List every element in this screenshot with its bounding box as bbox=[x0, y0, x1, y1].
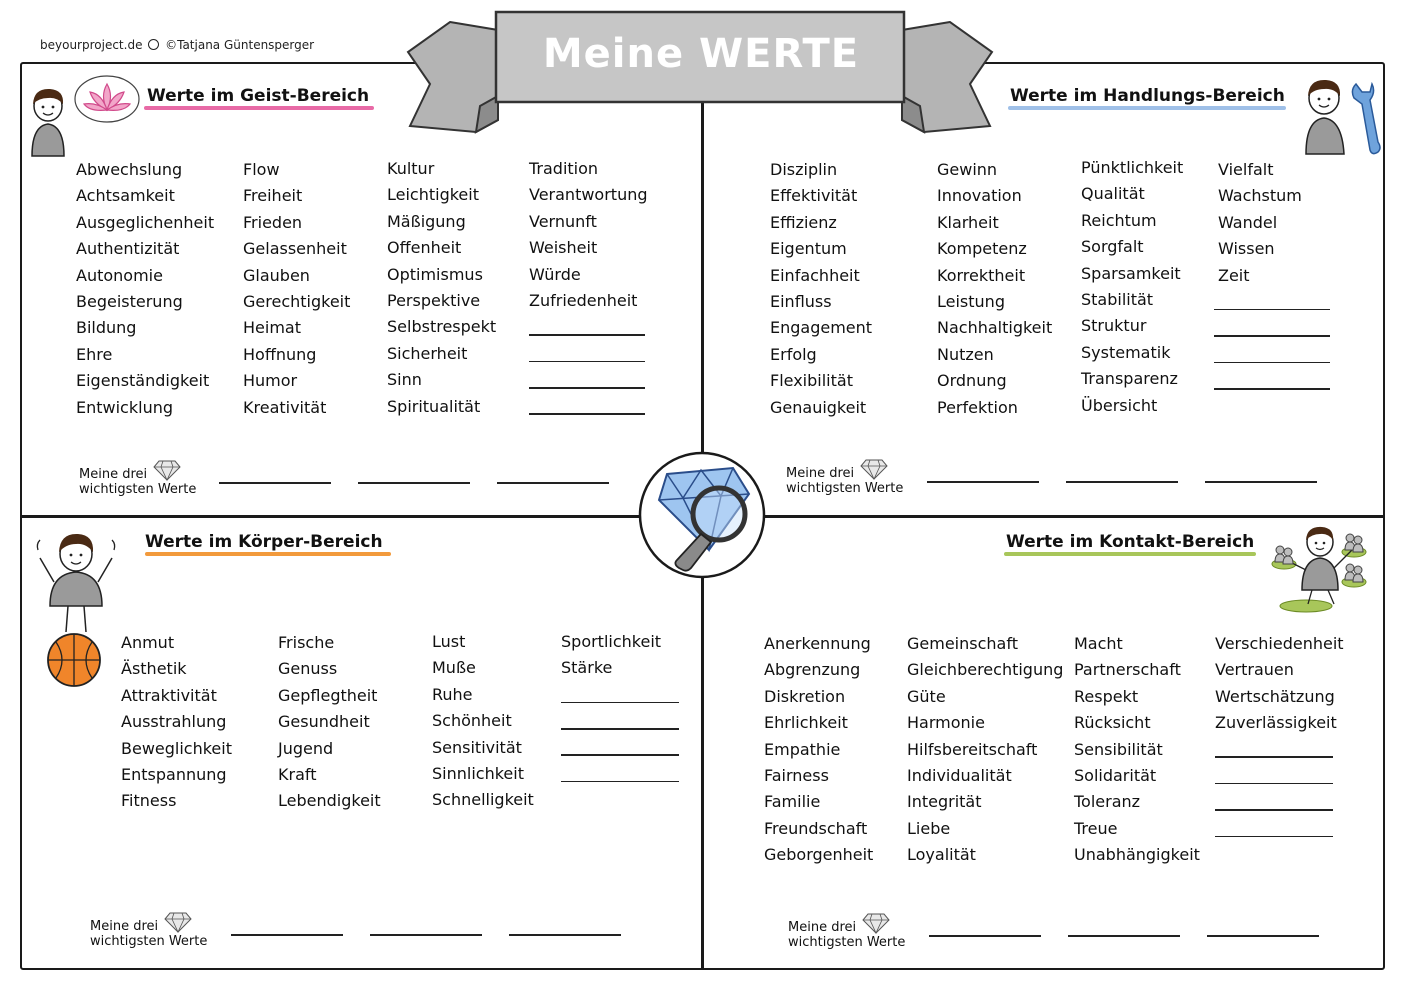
diamond-icon bbox=[164, 911, 192, 933]
value-word: Gesundheit bbox=[278, 712, 370, 732]
value-word: Achtsamkeit bbox=[76, 186, 175, 206]
upload-icon bbox=[148, 39, 159, 50]
value-word: Stabilität bbox=[1081, 289, 1154, 309]
value-word: Verantwortung bbox=[529, 185, 648, 205]
write-in-line[interactable] bbox=[1214, 315, 1330, 341]
value-word: Ordnung bbox=[937, 371, 1007, 391]
value-word: Fairness bbox=[764, 765, 829, 785]
value-word: Kraft bbox=[278, 764, 317, 784]
koerper-column-1 bbox=[121, 630, 232, 815]
value-word: Kompetenz bbox=[937, 239, 1027, 259]
value-word: Humor bbox=[243, 371, 298, 391]
value-word: Liebe bbox=[907, 818, 951, 838]
value-word: Sparsamkeit bbox=[1081, 263, 1181, 283]
lotus-icon bbox=[72, 72, 142, 126]
basketball-icon bbox=[46, 632, 102, 688]
top3-label-line1: Meine drei bbox=[788, 920, 857, 935]
value-word: Integrität bbox=[907, 792, 982, 812]
top3-answer-line-1[interactable] bbox=[231, 934, 343, 936]
value-word: Gelassenheit bbox=[243, 239, 347, 259]
value-word: Zuverlässigkeit bbox=[1215, 713, 1337, 733]
value-word: Zufriedenheit bbox=[529, 290, 638, 310]
diamond-icon bbox=[860, 458, 888, 480]
value-word: Eigenständigkeit bbox=[76, 371, 210, 391]
write-in-line[interactable] bbox=[529, 367, 645, 393]
value-word: Erfolg bbox=[770, 344, 817, 364]
koerper-title-underline bbox=[145, 552, 391, 556]
kontakt-column-3 bbox=[1074, 631, 1200, 869]
value-word: Ruhe bbox=[432, 684, 473, 704]
kontakt-title: Werte im Kontakt-Bereich bbox=[1006, 532, 1255, 552]
value-word: Anmut bbox=[121, 633, 175, 652]
value-word: Jugend bbox=[278, 738, 334, 758]
top3-label-line1: Meine drei bbox=[786, 466, 855, 481]
handlung-column-1 bbox=[770, 157, 872, 421]
person-icon bbox=[28, 522, 124, 638]
person-icon bbox=[24, 84, 72, 158]
value-word: Toleranz bbox=[1074, 792, 1141, 812]
top3-answer-line-2[interactable] bbox=[1066, 481, 1178, 483]
value-word: Zeit bbox=[1218, 265, 1250, 285]
value-word: Ausstrahlung bbox=[121, 712, 227, 732]
value-word: Attraktivität bbox=[121, 685, 217, 705]
value-word: Stärke bbox=[561, 658, 613, 678]
value-word: Übersicht bbox=[1081, 395, 1158, 415]
value-word: Leichtigkeit bbox=[387, 185, 479, 205]
handlung-title: Werte im Handlungs-Bereich bbox=[1010, 86, 1285, 106]
value-word: Geborgenheit bbox=[764, 845, 874, 865]
value-word: Ästhetik bbox=[121, 659, 187, 679]
value-word: Hoffnung bbox=[243, 344, 317, 364]
handlung-column-3 bbox=[1081, 155, 1183, 419]
geist-title-underline bbox=[144, 106, 374, 110]
write-in-line[interactable] bbox=[561, 682, 679, 708]
value-word: Effizienz bbox=[770, 212, 837, 232]
value-word: Solidarität bbox=[1074, 765, 1157, 785]
value-word: Disziplin bbox=[770, 160, 838, 179]
value-word: Selbstrespekt bbox=[387, 317, 497, 337]
value-word: Bildung bbox=[76, 318, 137, 338]
value-word: Lust bbox=[432, 632, 466, 651]
value-word: Vernunft bbox=[529, 211, 597, 231]
value-word: Nachhaltigkeit bbox=[937, 318, 1053, 338]
value-word: Struktur bbox=[1081, 316, 1147, 336]
value-word: Rücksicht bbox=[1074, 713, 1151, 733]
top3-answer-line-1[interactable] bbox=[927, 481, 1039, 483]
top3-answer-line-2[interactable] bbox=[370, 934, 482, 936]
value-word: Treue bbox=[1074, 818, 1118, 838]
value-word: Reichtum bbox=[1081, 210, 1157, 230]
top3-answer-line-2[interactable] bbox=[358, 482, 470, 484]
value-word: Autonomie bbox=[76, 265, 163, 285]
value-word: Abgrenzung bbox=[764, 660, 861, 680]
geist-column-1 bbox=[76, 157, 214, 421]
handlung-title-underline bbox=[1008, 106, 1286, 110]
top3-label-line2: wichtigsten Werte bbox=[788, 935, 906, 950]
write-in-line[interactable] bbox=[529, 394, 645, 420]
write-in-line[interactable] bbox=[561, 735, 679, 761]
value-word: Verschiedenheit bbox=[1215, 634, 1344, 653]
value-word: Vielfalt bbox=[1218, 160, 1274, 179]
value-word: Offenheit bbox=[387, 238, 462, 258]
top3-answer-line-3[interactable] bbox=[1205, 481, 1317, 483]
value-word: Gerechtigkeit bbox=[243, 291, 351, 311]
credit-line bbox=[40, 38, 314, 52]
value-word: Kultur bbox=[387, 159, 435, 178]
top3-answer-line-2[interactable] bbox=[1068, 935, 1180, 937]
geist-column-4 bbox=[529, 156, 648, 420]
write-in-line[interactable] bbox=[561, 761, 679, 787]
value-word: Tradition bbox=[529, 159, 599, 178]
top3-answer-line-1[interactable] bbox=[929, 935, 1041, 937]
wrench-icon bbox=[1348, 80, 1384, 156]
page-title: Meine WERTE bbox=[542, 31, 860, 77]
value-word: Flexibilität bbox=[770, 371, 853, 391]
write-in-line[interactable] bbox=[1215, 789, 1333, 815]
write-in-line[interactable] bbox=[529, 341, 645, 367]
value-word: Begeisterung bbox=[76, 291, 183, 311]
value-word: Leistung bbox=[937, 291, 1005, 311]
value-word: Würde bbox=[529, 264, 581, 284]
value-word: Weisheit bbox=[529, 238, 598, 258]
koerper-title: Werte im Körper-Bereich bbox=[145, 532, 383, 552]
value-word: Klarheit bbox=[937, 212, 999, 232]
value-word: Ausgeglichenheit bbox=[76, 212, 215, 232]
value-word: Unabhängigkeit bbox=[1074, 845, 1200, 865]
value-word: Eigentum bbox=[770, 239, 847, 259]
geist-title: Werte im Geist-Bereich bbox=[147, 86, 370, 106]
geist-column-2 bbox=[243, 157, 350, 421]
value-word: Gleichberechtigung bbox=[907, 660, 1064, 680]
value-word: Schnelligkeit bbox=[432, 790, 534, 810]
value-word: Gepflegtheit bbox=[278, 685, 378, 705]
value-word: Mäßigung bbox=[387, 211, 466, 231]
value-word: Nutzen bbox=[937, 344, 994, 364]
handlung-column-2 bbox=[937, 157, 1052, 421]
diamond-icon bbox=[153, 459, 181, 481]
top3-label-line1: Meine drei bbox=[90, 919, 159, 934]
value-word: Abwechslung bbox=[76, 160, 183, 179]
value-word: Flow bbox=[243, 160, 280, 179]
value-word: Systematik bbox=[1081, 342, 1171, 362]
value-word: Entwicklung bbox=[76, 397, 173, 417]
value-word: Ehrlichkeit bbox=[764, 713, 848, 733]
value-word: Partnerschaft bbox=[1074, 660, 1181, 680]
top3-label-line2: wichtigsten Werte bbox=[79, 482, 197, 497]
top3-label-line2: wichtigsten Werte bbox=[90, 934, 208, 949]
value-word: Respekt bbox=[1074, 686, 1139, 706]
value-word: Beweglichkeit bbox=[121, 738, 232, 758]
top3-label-line2: wichtigsten Werte bbox=[786, 481, 904, 496]
top3-label-line1: Meine drei bbox=[79, 467, 148, 482]
value-word: Lebendigkeit bbox=[278, 791, 381, 811]
value-word: Muße bbox=[432, 658, 476, 678]
value-word: Ehre bbox=[76, 344, 113, 364]
value-word: Einfachheit bbox=[770, 265, 860, 285]
value-word: Sensitivität bbox=[432, 737, 522, 757]
value-word: Fitness bbox=[121, 791, 177, 811]
value-word: Wissen bbox=[1218, 239, 1275, 259]
kontakt-title-underline bbox=[1004, 552, 1256, 556]
diamond-icon bbox=[862, 912, 890, 934]
koerper-column-3 bbox=[432, 629, 534, 814]
value-word: Diskretion bbox=[764, 686, 846, 706]
value-word: Sicherheit bbox=[387, 343, 468, 363]
value-word: Hilfsbereitschaft bbox=[907, 739, 1038, 759]
write-in-line[interactable] bbox=[561, 708, 679, 734]
value-word: Sinn bbox=[387, 370, 422, 390]
value-word: Spiritualität bbox=[387, 396, 481, 416]
value-word: Einfluss bbox=[770, 291, 832, 311]
value-word: Freundschaft bbox=[764, 818, 868, 838]
value-word: Sportlichkeit bbox=[561, 632, 662, 651]
value-word: Anerkennung bbox=[764, 634, 871, 653]
value-word: Effektivität bbox=[770, 186, 858, 206]
koerper-column-2 bbox=[278, 630, 381, 815]
kontakt-column-1 bbox=[764, 631, 873, 869]
value-word: Vertrauen bbox=[1215, 660, 1294, 680]
person-icon bbox=[1300, 74, 1350, 156]
kontakt-column-4 bbox=[1215, 631, 1344, 842]
credit-site: beyourproject.de bbox=[40, 38, 143, 52]
value-word: Sorgfalt bbox=[1081, 237, 1144, 257]
value-word: Empathie bbox=[764, 739, 841, 759]
write-in-line[interactable] bbox=[529, 314, 645, 340]
value-word: Wachstum bbox=[1218, 186, 1302, 206]
value-word: Wertschätzung bbox=[1215, 686, 1335, 706]
value-word: Kreativität bbox=[243, 397, 327, 417]
geist-column-3 bbox=[387, 156, 496, 420]
value-word: Perspektive bbox=[387, 290, 481, 310]
top3-answer-line-3[interactable] bbox=[497, 482, 609, 484]
write-in-line[interactable] bbox=[1215, 763, 1333, 789]
diamond-magnifier-icon bbox=[637, 450, 767, 580]
value-word: Familie bbox=[764, 792, 821, 812]
value-word: Optimismus bbox=[387, 264, 483, 284]
value-word: Innovation bbox=[937, 186, 1022, 206]
value-word: Frische bbox=[278, 633, 335, 652]
top3-answer-line-1[interactable] bbox=[219, 482, 331, 484]
value-word: Transparenz bbox=[1081, 369, 1178, 389]
top3-answer-line-3[interactable] bbox=[509, 934, 621, 936]
value-word: Korrektheit bbox=[937, 265, 1026, 285]
value-word: Freiheit bbox=[243, 186, 303, 206]
write-in-line[interactable] bbox=[1214, 289, 1330, 315]
value-word: Qualität bbox=[1081, 184, 1145, 204]
value-word: Loyalität bbox=[907, 845, 976, 865]
value-word: Gemeinschaft bbox=[907, 634, 1018, 653]
top3-answer-line-3[interactable] bbox=[1207, 935, 1319, 937]
value-word: Pünktlichkeit bbox=[1081, 158, 1184, 177]
value-word: Entspannung bbox=[121, 764, 227, 784]
people-group-icon bbox=[1266, 520, 1376, 614]
kontakt-column-2 bbox=[907, 631, 1063, 869]
value-word: Perfektion bbox=[937, 397, 1018, 417]
value-word: Authentizität bbox=[76, 239, 180, 259]
value-word: Individualität bbox=[907, 765, 1012, 785]
value-word: Sinnlichkeit bbox=[432, 763, 524, 783]
value-word: Sensibilität bbox=[1074, 739, 1163, 759]
value-word: Macht bbox=[1074, 634, 1123, 653]
value-word: Genauigkeit bbox=[770, 397, 867, 417]
value-word: Engagement bbox=[770, 318, 873, 338]
write-in-line[interactable] bbox=[1215, 737, 1333, 763]
value-word: Harmonie bbox=[907, 713, 985, 733]
value-word: Gewinn bbox=[937, 160, 998, 179]
write-in-line[interactable] bbox=[1215, 816, 1333, 842]
handlung-column-4 bbox=[1214, 157, 1330, 395]
write-in-line[interactable] bbox=[1214, 342, 1330, 368]
value-word: Schönheit bbox=[432, 711, 512, 731]
value-word: Frieden bbox=[243, 212, 303, 232]
value-word: Heimat bbox=[243, 318, 301, 338]
credit-author: ©Tatjana Güntensperger bbox=[165, 38, 315, 52]
value-word: Glauben bbox=[243, 265, 310, 285]
value-word: Güte bbox=[907, 686, 946, 706]
value-word: Genuss bbox=[278, 659, 338, 679]
koerper-column-4 bbox=[561, 629, 679, 787]
write-in-line[interactable] bbox=[1214, 368, 1330, 394]
value-word: Wandel bbox=[1218, 212, 1278, 232]
